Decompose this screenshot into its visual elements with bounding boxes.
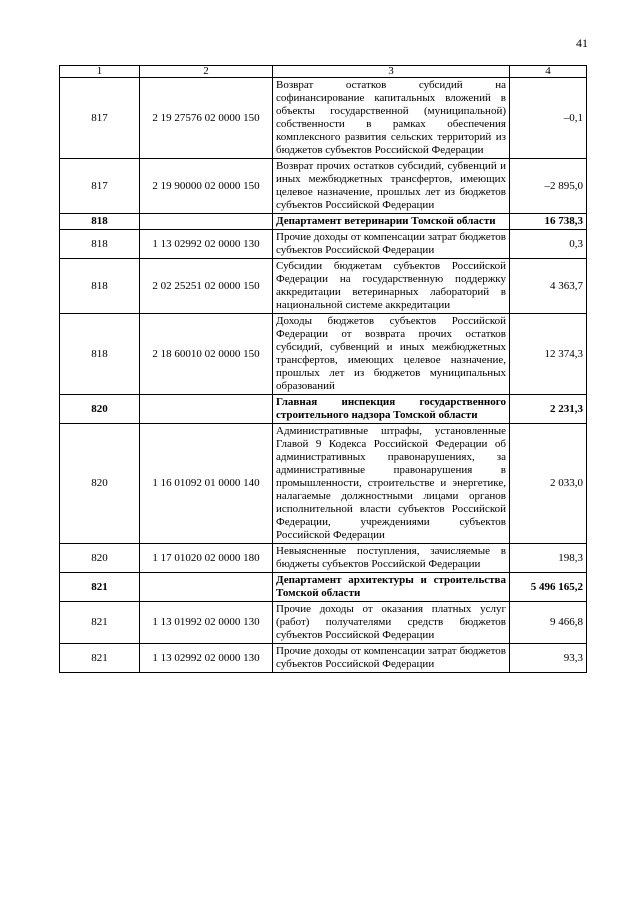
amount-cell: 2 033,0	[510, 424, 587, 544]
description-cell: Невыясненные поступления, зачисляемые в бюджеты субъектов Российской Федерации	[273, 544, 510, 573]
amount-cell: 12 374,3	[510, 314, 587, 395]
budget-code-cell: 2 02 25251 02 0000 150	[140, 259, 273, 314]
amount-cell: –0,1	[510, 78, 587, 159]
admin-code-cell: 818	[60, 259, 140, 314]
amount-cell: 16 738,3	[510, 214, 587, 230]
column-header-2: 2	[140, 66, 273, 78]
amount-cell: 0,3	[510, 230, 587, 259]
amount-cell: 93,3	[510, 644, 587, 673]
table-body	[60, 78, 587, 673]
amount-cell: 9 466,8	[510, 602, 587, 644]
budget-code-cell: 1 17 01020 02 0000 180	[140, 544, 273, 573]
description-cell: Прочие доходы от компенсации затрат бюджетов субъектов Российской Федерации	[273, 230, 510, 259]
amount-cell: 198,3	[510, 544, 587, 573]
admin-code-cell: 817	[60, 78, 140, 159]
budget-code-cell	[140, 573, 273, 602]
budget-code-cell: 1 13 01992 02 0000 130	[140, 602, 273, 644]
description-cell: Доходы бюджетов субъектов Российской Федерации от возврата прочих остатков субсидий, субвенций и иных межбюджетных трансфертов, имеющих целевое назначение, прошлых лет из бюджетов муниципальных образований	[273, 314, 510, 395]
admin-code-cell: 818	[60, 230, 140, 259]
budget-code-cell: 2 19 90000 02 0000 150	[140, 159, 273, 214]
description-cell: Возврат остатков субсидий на софинансирование капитальных вложений в объекты государственной (муниципальной) собственности в рамках обеспечения комплексного развития сельских территорий из бюджетов субъектов Российской Федерации	[273, 78, 510, 159]
budget-code-cell: 1 16 01092 01 0000 140	[140, 424, 273, 544]
budget-code-cell: 2 19 27576 02 0000 150	[140, 78, 273, 159]
table-header	[60, 66, 587, 78]
table-row	[60, 78, 587, 159]
table-row	[60, 424, 587, 544]
amount-cell: 4 363,7	[510, 259, 587, 314]
table-row	[60, 314, 587, 395]
description-cell: Прочие доходы от компенсации затрат бюджетов субъектов Российской Федерации	[273, 644, 510, 673]
table-row	[60, 230, 587, 259]
admin-code-cell: 818	[60, 314, 140, 395]
description-cell: Субсидии бюджетам субъектов Российской Федерации на государственную поддержку аккредитации ветеринарных лабораторий в национальной системе аккредитации	[273, 259, 510, 314]
description-cell: Прочие доходы от оказания платных услуг (работ) получателями средств бюджетов субъектов Российской Федерации	[273, 602, 510, 644]
admin-code-cell: 820	[60, 424, 140, 544]
amount-cell: –2 895,0	[510, 159, 587, 214]
description-cell: Административные штрафы, установленные Главой 9 Кодекса Российской Федерации об административных правонарушениях, за административные правонарушения в промышленности, строительстве и энергетике, налагаемые должностными лицами органов исполнительной власти субъектов Российской Федерации, учреждениями субъектов Российской Федерации	[273, 424, 510, 544]
table-row	[60, 602, 587, 644]
admin-code-cell: 817	[60, 159, 140, 214]
budget-code-cell: 1 13 02992 02 0000 130	[140, 230, 273, 259]
table-row	[60, 395, 587, 424]
page-number: 41	[576, 36, 588, 50]
admin-code-cell: 821	[60, 573, 140, 602]
admin-code-cell: 818	[60, 214, 140, 230]
table-row	[60, 544, 587, 573]
column-header-4: 4	[510, 66, 587, 78]
revenue-table	[59, 65, 587, 673]
description-cell: Возврат прочих остатков субсидий, субвенций и иных межбюджетных трансфертов, имеющих целевое назначение, прошлых лет из бюджетов субъектов Российской Федерации	[273, 159, 510, 214]
table-row	[60, 259, 587, 314]
admin-code-cell: 820	[60, 395, 140, 424]
table-row	[60, 159, 587, 214]
admin-code-cell: 821	[60, 602, 140, 644]
description-cell: Департамент архитектуры и строительства Томской области	[273, 573, 510, 602]
table-row	[60, 214, 587, 230]
table-row	[60, 573, 587, 602]
amount-cell: 2 231,3	[510, 395, 587, 424]
budget-code-cell: 2 18 60010 02 0000 150	[140, 314, 273, 395]
budget-code-cell: 1 13 02992 02 0000 130	[140, 644, 273, 673]
description-cell: Главная инспекция государственного строительного надзора Томской области	[273, 395, 510, 424]
budget-code-cell	[140, 214, 273, 230]
column-header-1: 1	[60, 66, 140, 78]
admin-code-cell: 821	[60, 644, 140, 673]
description-cell: Департамент ветеринарии Томской области	[273, 214, 510, 230]
column-header-3: 3	[273, 66, 510, 78]
budget-code-cell	[140, 395, 273, 424]
amount-cell: 5 496 165,2	[510, 573, 587, 602]
header-row	[60, 66, 587, 78]
admin-code-cell: 820	[60, 544, 140, 573]
table-row	[60, 644, 587, 673]
